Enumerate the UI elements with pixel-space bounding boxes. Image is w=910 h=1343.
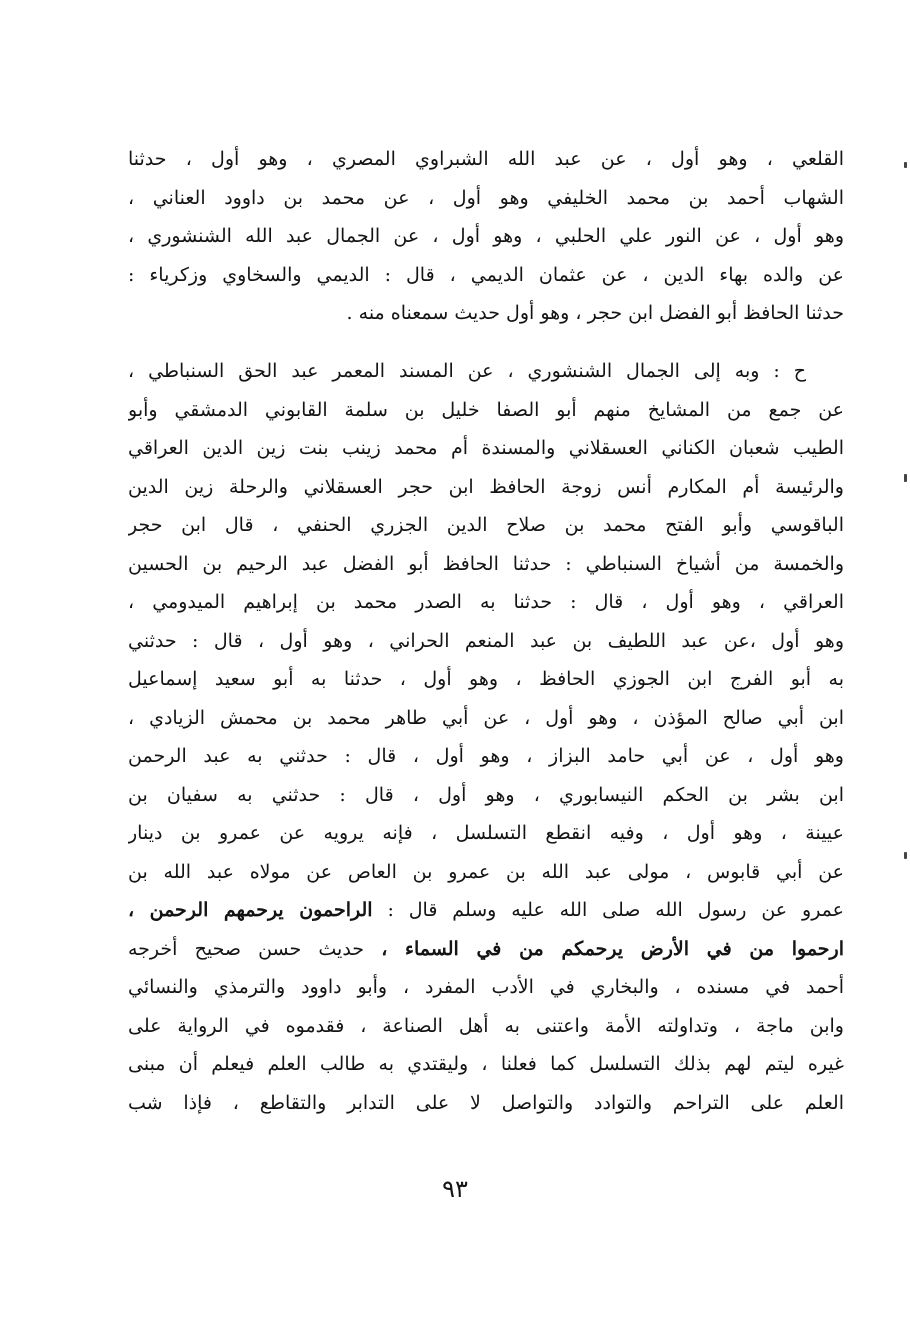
- hadith-text-bold: ارحموا من في الأرض يرحمكم من في السماء ،: [381, 937, 844, 960]
- text-line: عن أبي قابوس ، مولى عبد الله بن عمرو بن العاص عن مولاه عبد الله بن: [128, 860, 844, 883]
- margin-ink-mark: [904, 474, 907, 482]
- text-segment: حديث حسن صحيح أخرجه: [128, 937, 365, 960]
- text-line: ح : وبه إلى الجمال الشنشوري ، عن المسند المعمر عبد الحق السنباطي ،: [128, 360, 806, 382]
- text-line-with-hadith-start: [128, 891, 844, 930]
- text-line: الشهاب أحمد بن محمد الخليفي وهو أول ، عن محمد بن داوود العناني ،: [128, 186, 844, 209]
- paragraph-hadith-narration: [128, 352, 844, 1122]
- text-line: ابن بشر بن الحكم النيسابوري ، وهو أول ، قال : حدثني به سفيان بن: [128, 783, 844, 806]
- text-line: به أبو الفرج ابن الجوزي الحافظ ، وهو أول ، حدثنا به أبو سعيد إسماعيل: [128, 668, 844, 690]
- text-line: عن والده بهاء الدين ، عن عثمان الديمي ، قال : الديمي والسخاوي وزكرياء :: [128, 263, 844, 286]
- text-line: عن جمع من المشايخ منهم أبو الصفا خليل بن سلمة القابوني الدمشقي وأبو: [128, 398, 844, 421]
- text-line: والخمسة من أشياخ السنباطي : حدثنا الحافظ أبو الفضل عبد الرحيم بن الحسين: [128, 552, 844, 575]
- hadith-text-bold: الراحمون يرحمهم الرحمن ،: [128, 899, 373, 921]
- text-line: وابن ماجة ، وتداولته الأمة واعتنى به أهل الصناعة ، فقدموه في الرواية على: [128, 1014, 844, 1037]
- text-line: القلعي ، وهو أول ، عن عبد الله الشبراوي المصري ، وهو أول ، حدثنا: [128, 148, 844, 170]
- page-number: ٩٣: [442, 1175, 468, 1203]
- margin-ink-mark: [904, 852, 907, 859]
- text-line: غيره ليتم لهم بذلك التسلسل كما فعلنا ، وليقتدي به طالب العلم فيعلم أن مبنى: [128, 1053, 844, 1075]
- text-line: العراقي ، وهو أول ، قال : حدثنا به الصدر محمد بن إبراهيم الميدومي ،: [128, 591, 844, 613]
- text-line-with-hadith-end: [128, 930, 844, 969]
- text-line: أحمد في مسنده ، والبخاري في الأدب المفرد ، وأبو داوود والترمذي والنسائي: [128, 976, 844, 998]
- text-line: العلم على التراحم والتوادد والتواصل لا على التدابر والتقاطع ، فإذا شب: [128, 1091, 844, 1114]
- text-line: عيينة ، وهو أول ، وفيه انقطع التسلسل ، فإنه يرويه عن عمرو بن دينار: [128, 822, 844, 844]
- margin-ink-mark: [904, 162, 907, 168]
- text-line: والرئيسة أم المكارم أنس زوجة الحافظ ابن حجر العسقلاني والرحلة زين الدين: [128, 475, 844, 498]
- text-segment: عمرو عن رسول الله صلى الله عليه وسلم قال :: [387, 899, 844, 921]
- text-line: الباقوسي وأبو الفتح محمد بن صلاح الدين الجزري الحنفي ، قال ابن حجر: [128, 514, 844, 536]
- text-line: ابن أبي صالح المؤذن ، وهو أول ، عن أبي طاهر محمد بن محمش الزيادي ،: [128, 706, 844, 729]
- text-line: وهو أول ،عن عبد اللطيف بن عبد المنعم الحراني ، وهو أول ، قال : حدثني: [128, 629, 844, 652]
- text-line: وهو أول ، عن النور علي الحلبي ، وهو أول ، عن الجمال عبد الله الشنشوري ،: [128, 225, 844, 247]
- text-line: وهو أول ، عن أبي حامد البزاز ، وهو أول ، قال : حدثني به عبد الرحمن: [128, 745, 844, 767]
- paragraph-isnad-chain: [128, 140, 844, 333]
- text-line: حدثنا الحافظ أبو الفضل ابن حجر ، وهو أول حديث سمعناه منه .: [346, 302, 844, 324]
- text-line: الطيب شعبان الكناني العسقلاني والمسندة أم محمد زينب بنت زين الدين العراقي: [128, 437, 844, 459]
